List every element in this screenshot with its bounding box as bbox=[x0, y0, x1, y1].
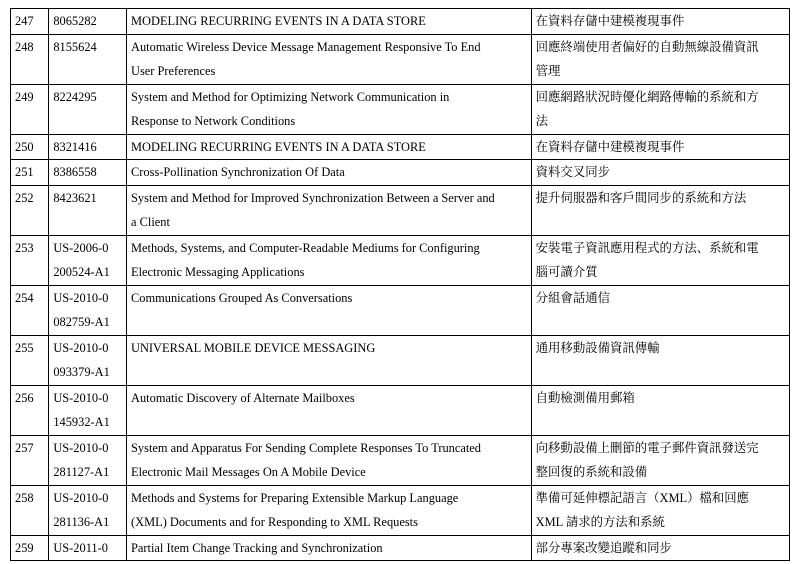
title-chinese-line: 整回復的系統和設備 bbox=[535, 465, 648, 479]
row-number: 250 bbox=[11, 134, 49, 160]
row-number: 258 bbox=[11, 485, 49, 535]
title-english bbox=[127, 385, 532, 435]
row-number: 251 bbox=[11, 160, 49, 186]
title-english-line: Methods and Systems for Preparing Extensible Markup Language bbox=[131, 490, 459, 505]
table-row bbox=[11, 485, 790, 535]
patent-number-line: US-2010-0 bbox=[53, 440, 109, 455]
title-chinese bbox=[531, 335, 789, 385]
title-chinese-line: 分組會話通信 bbox=[535, 290, 610, 305]
patent-number bbox=[49, 9, 127, 35]
title-english-line: Communications Grouped As Conversations bbox=[131, 290, 353, 305]
patent-number-line: US-2011-0 bbox=[53, 540, 108, 555]
title-english bbox=[127, 235, 532, 285]
table-row bbox=[11, 435, 790, 485]
row-number: 249 bbox=[11, 84, 49, 134]
title-english-line: Response to Network Conditions bbox=[131, 114, 296, 128]
patent-number-line: 281127-A1 bbox=[53, 465, 110, 479]
row-number: 248 bbox=[11, 34, 49, 84]
title-english-line: (XML) Documents and for Responding to XML Requests bbox=[131, 515, 418, 529]
title-english-line: MODELING RECURRING EVENTS IN A DATA STORE bbox=[131, 139, 426, 154]
row-number: 254 bbox=[11, 285, 49, 335]
patent-number-line: 8065282 bbox=[53, 14, 97, 28]
title-english bbox=[127, 285, 532, 335]
title-chinese bbox=[531, 34, 789, 84]
title-english-line: Electronic Mail Messages On A Mobile Device bbox=[131, 465, 366, 479]
title-english-line: Automatic Discovery of Alternate Mailboxes bbox=[131, 390, 355, 405]
title-chinese bbox=[531, 84, 789, 134]
table-row bbox=[11, 134, 790, 160]
title-english-line: System and Method for Improved Synchronization Between a Server and bbox=[131, 190, 495, 205]
table-row bbox=[11, 9, 790, 35]
row-number: 259 bbox=[11, 535, 49, 561]
title-chinese-line: 在資料存儲中建模複現事件 bbox=[535, 139, 685, 154]
patent-number-line: 145932-A1 bbox=[53, 415, 110, 429]
patent-number-line: US-2010-0 bbox=[53, 340, 109, 355]
title-english bbox=[127, 9, 532, 35]
patent-number bbox=[49, 160, 127, 186]
title-english-line: UNIVERSAL MOBILE DEVICE MESSAGING bbox=[131, 340, 376, 355]
title-chinese bbox=[531, 535, 789, 561]
row-number: 257 bbox=[11, 435, 49, 485]
patent-number-line: 8386558 bbox=[53, 165, 97, 179]
title-english bbox=[127, 160, 532, 186]
patent-table bbox=[10, 8, 790, 561]
title-chinese bbox=[531, 285, 789, 335]
title-chinese-line: 安裝電子資訊應用程式的方法、系統和電 bbox=[535, 240, 759, 255]
title-english-line: Methods, Systems, and Computer-Readable Mediums for Configuring bbox=[131, 240, 480, 255]
patent-table-body bbox=[11, 9, 790, 561]
title-chinese-line: 向移動設備上刪節的電子郵件資訊發送完 bbox=[535, 440, 759, 455]
row-number: 253 bbox=[11, 235, 49, 285]
title-chinese bbox=[531, 435, 789, 485]
patent-number bbox=[49, 235, 127, 285]
patent-number bbox=[49, 185, 127, 235]
patent-number-line: 8155624 bbox=[53, 39, 97, 54]
title-chinese-line: 法 bbox=[535, 114, 549, 128]
title-chinese-line: 部分專案改變追蹤和同步 bbox=[535, 540, 672, 555]
patent-number bbox=[49, 335, 127, 385]
patent-number-line: 093379-A1 bbox=[53, 365, 110, 379]
patent-number bbox=[49, 435, 127, 485]
table-row bbox=[11, 185, 790, 235]
row-number: 256 bbox=[11, 385, 49, 435]
table-row bbox=[11, 285, 790, 335]
title-chinese-line: 回應終端使用者偏好的自動無線設備資訊 bbox=[535, 39, 759, 54]
patent-number bbox=[49, 134, 127, 160]
table-row bbox=[11, 535, 790, 561]
title-chinese-line: 通用移動設備資訊傳輸 bbox=[535, 340, 660, 355]
row-number: 247 bbox=[11, 9, 49, 35]
title-english bbox=[127, 435, 532, 485]
title-english bbox=[127, 185, 532, 235]
title-chinese-line: 在資料存儲中建模複現事件 bbox=[535, 14, 685, 28]
title-english-line: a Client bbox=[131, 215, 170, 229]
title-chinese bbox=[531, 485, 789, 535]
title-english bbox=[127, 134, 532, 160]
patent-number bbox=[49, 385, 127, 435]
patent-number bbox=[49, 485, 127, 535]
title-english-line: Automatic Wireless Device Message Management Responsive To End bbox=[131, 39, 481, 54]
patent-number-line: US-2010-0 bbox=[53, 290, 109, 305]
patent-number-line: US-2006-0 bbox=[53, 240, 109, 255]
title-chinese-line: 提升伺服器和客戶間同步的系統和方法 bbox=[535, 190, 747, 205]
title-chinese bbox=[531, 385, 789, 435]
patent-number-line: 200524-A1 bbox=[53, 265, 110, 279]
title-chinese-line: 準備可延伸標記語言（XML）檔和回應 bbox=[535, 490, 750, 505]
patent-number-line: US-2010-0 bbox=[53, 390, 109, 405]
title-english-line: System and Apparatus For Sending Complete Responses To Truncated bbox=[131, 440, 481, 455]
title-chinese-line: 回應網路狀況時優化網路傳輸的系統和方 bbox=[535, 89, 759, 104]
title-chinese bbox=[531, 185, 789, 235]
title-english-line: Cross-Pollination Synchronization Of Data bbox=[131, 165, 345, 179]
title-english-line: Electronic Messaging Applications bbox=[131, 265, 305, 279]
title-english-line: User Preferences bbox=[131, 64, 216, 78]
patent-number-line: 082759-A1 bbox=[53, 315, 110, 329]
title-chinese bbox=[531, 9, 789, 35]
title-chinese bbox=[531, 160, 789, 186]
patent-number bbox=[49, 535, 127, 561]
title-english-line: MODELING RECURRING EVENTS IN A DATA STORE bbox=[131, 14, 426, 28]
table-row bbox=[11, 84, 790, 134]
title-english bbox=[127, 335, 532, 385]
patent-number bbox=[49, 285, 127, 335]
patent-number-line: 281136-A1 bbox=[53, 515, 110, 529]
title-chinese-line: XML 請求的方法和系統 bbox=[535, 515, 665, 529]
table-row bbox=[11, 235, 790, 285]
title-english bbox=[127, 34, 532, 84]
title-english-line: Partial Item Change Tracking and Synchronization bbox=[131, 540, 383, 555]
table-row bbox=[11, 335, 790, 385]
title-chinese bbox=[531, 134, 789, 160]
patent-number-line: 8423621 bbox=[53, 190, 97, 205]
table-row bbox=[11, 385, 790, 435]
title-chinese-line: 資料交叉同步 bbox=[535, 165, 610, 179]
title-english bbox=[127, 485, 532, 535]
patent-number-line: 8321416 bbox=[53, 139, 97, 154]
title-english bbox=[127, 535, 532, 561]
title-chinese-line: 腦可讀介質 bbox=[535, 265, 598, 279]
patent-number-line: US-2010-0 bbox=[53, 490, 109, 505]
title-english-line: System and Method for Optimizing Network Communication in bbox=[131, 89, 450, 104]
table-row bbox=[11, 34, 790, 84]
title-chinese-line: 自動檢測備用郵箱 bbox=[535, 390, 635, 405]
row-number: 252 bbox=[11, 185, 49, 235]
title-chinese-line: 管理 bbox=[535, 64, 561, 78]
patent-number bbox=[49, 34, 127, 84]
title-english bbox=[127, 84, 532, 134]
row-number: 255 bbox=[11, 335, 49, 385]
table-row bbox=[11, 160, 790, 186]
patent-number-line: 8224295 bbox=[53, 89, 97, 104]
patent-number bbox=[49, 84, 127, 134]
title-chinese bbox=[531, 235, 789, 285]
